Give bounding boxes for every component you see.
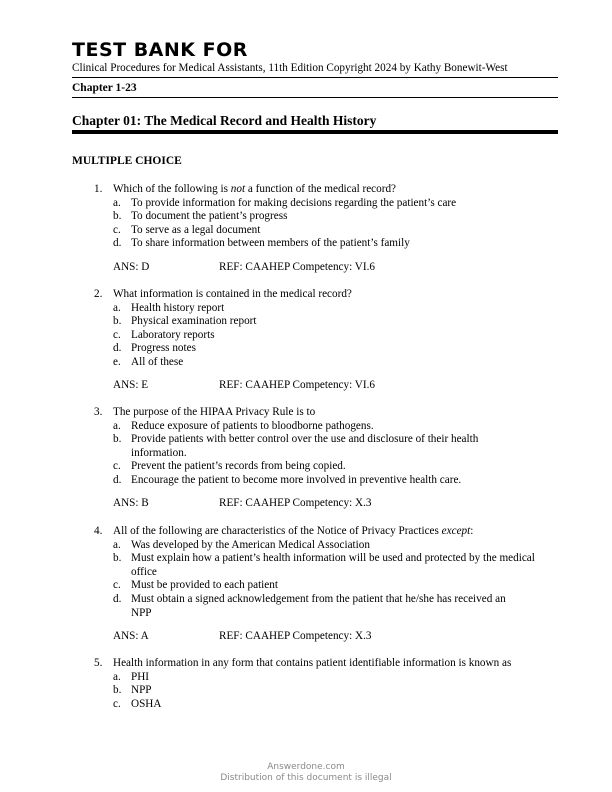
option-letter: b. — [113, 315, 122, 328]
answer: ANS: A — [113, 630, 149, 642]
footer-site: Answerdone.com — [267, 762, 345, 772]
option-text: To document the patient’s progress — [131, 210, 288, 223]
option-text: PHI — [131, 670, 150, 683]
stem-text: : — [470, 525, 474, 537]
option-text: NPP — [131, 684, 152, 697]
question-number: 5. — [94, 657, 103, 669]
option-letter: b. — [113, 210, 122, 223]
option-text: Laboratory reports — [131, 328, 215, 341]
stem-emphasis: except — [441, 525, 471, 537]
question-number: 4. — [94, 525, 103, 537]
option-letter: c. — [113, 460, 121, 473]
chapter-title: Chapter 01: The Medical Record and Health History — [72, 113, 377, 128]
option-letter: c. — [113, 328, 121, 341]
option-text: Must be provided to each patient — [131, 579, 278, 592]
chapter-range: Chapter 1-23 — [72, 82, 137, 94]
test-bank-title: TEST BANK FOR — [72, 39, 248, 61]
option-letter: d. — [113, 474, 122, 486]
reference: REF: CAAHEP Competency: VI.6 — [219, 261, 376, 273]
option-text: All of these — [131, 356, 184, 368]
header-rule — [72, 77, 558, 78]
option-text: Must explain how a patient’s health information will be used and protected by the medical office — [131, 552, 535, 578]
option-letter: b. — [113, 552, 122, 565]
option-text: Reduce exposure of patients to bloodborne pathogens. — [131, 419, 374, 432]
chapter-range-rule — [72, 97, 558, 98]
question-number: 2. — [94, 288, 103, 300]
book-subtitle: Clinical Procedures for Medical Assistants, 11th Edition Copyright 2024 by Kathy Bonewit-West — [72, 62, 508, 74]
question-stem: The purpose of the HIPAA Privacy Rule is to — [113, 406, 316, 418]
option-letter: c. — [113, 579, 121, 592]
option-text: Physical examination report — [131, 315, 257, 328]
option-text: OSHA — [131, 697, 162, 710]
question-stem: What information is contained in the medical record? — [113, 288, 352, 300]
option-text: Encourage the patient to become more involved in preventive health care. — [131, 474, 462, 486]
option-letter: c. — [113, 697, 121, 710]
stem-text: Which of the following is — [113, 183, 231, 195]
option-text: Progress notes — [131, 342, 196, 355]
option-letter: a. — [113, 670, 121, 683]
option-letter: a. — [113, 301, 121, 314]
option-letter: d. — [113, 593, 122, 605]
answer: ANS: E — [113, 379, 149, 391]
option-letter: c. — [113, 223, 121, 236]
option-letter: d. — [113, 237, 122, 250]
stem-emphasis: not — [230, 183, 246, 195]
chapter-title-rule — [72, 130, 558, 134]
option-letter: d. — [113, 342, 122, 355]
option-text: To serve as a legal document — [131, 223, 261, 236]
footer-notice: Distribution of this document is illegal — [220, 773, 392, 783]
answer: ANS: D — [113, 261, 150, 273]
option-letter: e. — [113, 356, 121, 368]
question-stem — [113, 525, 558, 539]
stem-text: All of the following are characteristics of the Notice of Privacy Practices — [113, 525, 442, 537]
option-letter: b. — [113, 433, 122, 446]
question-stem — [113, 183, 558, 197]
reference: REF: CAAHEP Competency: X.3 — [219, 630, 372, 642]
option-text: Provide patients with better control over the use and disclosure of their health information. — [131, 433, 479, 459]
reference: REF: CAAHEP Competency: X.3 — [219, 497, 372, 509]
option-letter: a. — [113, 538, 121, 551]
option-text: Was developed by the American Medical Association — [131, 538, 370, 551]
question-stem: Health information in any form that contains patient identifiable information is known as — [113, 657, 512, 669]
reference: REF: CAAHEP Competency: VI.6 — [219, 379, 376, 391]
question-number: 1. — [94, 183, 103, 195]
option-text: To share information between members of the patient’s family — [131, 237, 410, 250]
section-title: MULTIPLE CHOICE — [72, 155, 182, 167]
option-letter: a. — [113, 196, 121, 209]
option-text: Must obtain a signed acknowledgement from the patient that he/she has received an NPP — [131, 593, 506, 619]
answer: ANS: B — [113, 497, 149, 509]
option-letter: b. — [113, 684, 122, 697]
option-text: Health history report — [131, 301, 225, 314]
option-text: To provide information for making decisions regarding the patient’s care — [131, 196, 457, 209]
option-text: Prevent the patient’s records from being copied. — [131, 460, 346, 473]
option-letter: a. — [113, 419, 121, 432]
stem-text: a function of the medical record? — [245, 183, 397, 195]
question-number: 3. — [94, 406, 103, 418]
